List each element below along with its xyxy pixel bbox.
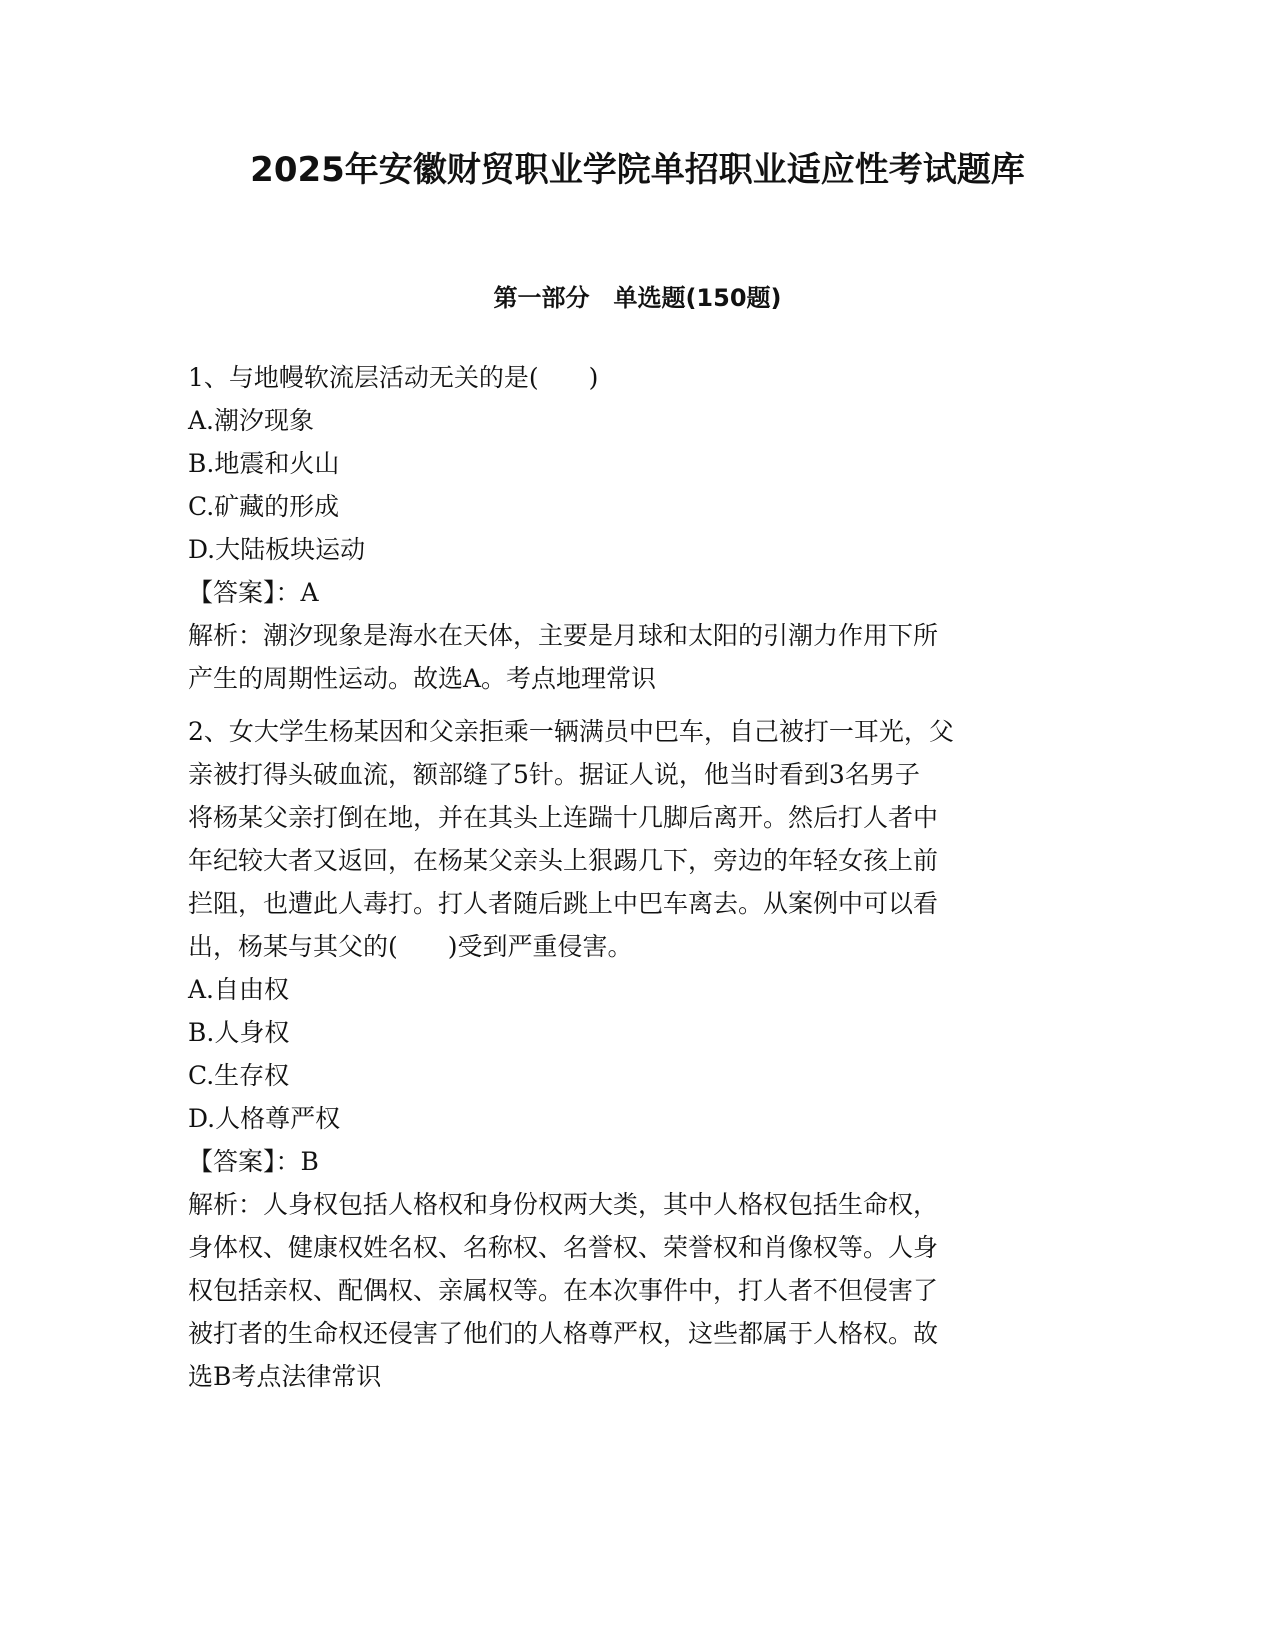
question-1 — [188, 356, 1088, 700]
answer-label: 【答案】： — [188, 578, 301, 607]
answer-value: B — [300, 1147, 319, 1176]
question-stem-line: 年纪较大者又返回，在杨某父亲头上狠踢几下，旁边的年轻女孩上前 — [188, 846, 939, 875]
section-title: 第一部分 单选题(150题) — [493, 284, 782, 312]
explanation-line: 权包括亲权、配偶权、亲属权等。在本次事件中，打人者不但侵害了 — [188, 1276, 939, 1305]
question-stem-line: 1、与地幔软流层活动无关的是( ) — [188, 363, 599, 392]
explanation-line: 产生的周期性运动。故选A。考点地理常识 — [188, 664, 657, 693]
option-b: B.人身权 — [188, 1018, 290, 1047]
option-c: C.矿藏的形成 — [188, 492, 340, 521]
option-c: C.生存权 — [188, 1061, 290, 1090]
answer-line — [188, 571, 1088, 614]
option-a: A.自由权 — [188, 975, 290, 1004]
question-stem-line: 将杨某父亲打倒在地，并在其头上连踹十几脚后离开。然后打人者中 — [188, 803, 939, 832]
explanation-line: 身体权、健康权姓名权、名称权、名誉权、荣誉权和肖像权等。人身 — [188, 1233, 939, 1262]
explanation-line: 被打者的生命权还侵害了他们的人格尊严权，这些都属于人格权。故 — [188, 1319, 939, 1348]
explanation-line: 选B考点法律常识 — [188, 1362, 382, 1391]
document-title: 2025年安徽财贸职业学院单招职业适应性考试题库 — [250, 150, 1025, 190]
question-stem-line: 出，杨某与其父的( )受到严重侵害。 — [188, 932, 633, 961]
option-d: D.大陆板块运动 — [188, 535, 366, 564]
question-list — [188, 356, 1088, 1408]
question-stem-line: 拦阻，也遭此人毒打。打人者随后跳上中巴车离去。从案例中可以看 — [188, 889, 939, 918]
question-stem-line: 2、女大学生杨某因和父亲拒乘一辆满员中巴车，自己被打一耳光，父 — [188, 717, 954, 746]
question-2 — [188, 710, 1088, 1398]
answer-value: A — [300, 578, 319, 607]
answer-line — [188, 1140, 1088, 1183]
explanation-line: 解析：人身权包括人格权和身份权两大类，其中人格权包括生命权， — [188, 1190, 939, 1219]
option-d: D.人格尊严权 — [188, 1104, 341, 1133]
option-b: B.地震和火山 — [188, 449, 340, 478]
question-stem-line: 亲被打得头破血流，额部缝了5针。据证人说，他当时看到3名男子 — [188, 760, 920, 789]
explanation-line: 解析：潮汐现象是海水在天体，主要是月球和太阳的引潮力作用下所 — [188, 621, 939, 650]
option-a: A.潮汐现象 — [188, 406, 315, 435]
answer-label: 【答案】： — [188, 1147, 301, 1176]
